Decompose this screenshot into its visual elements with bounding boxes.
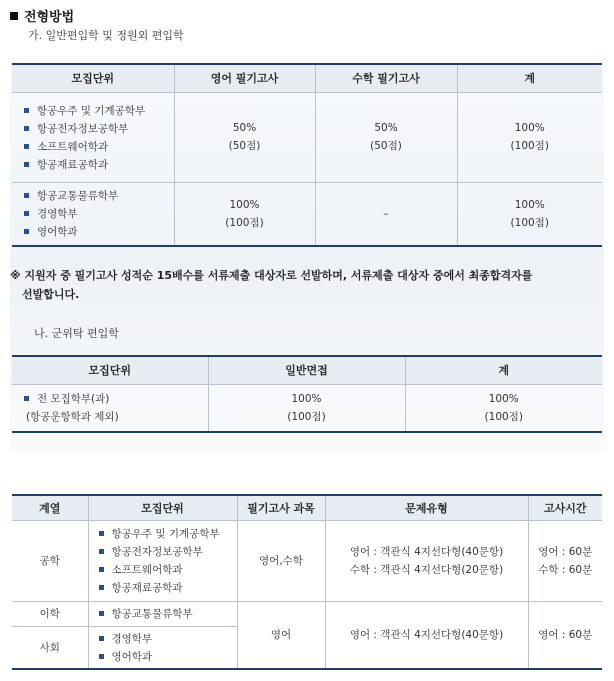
- square-bullet-icon: [10, 12, 18, 20]
- total-score: 100% (100점): [457, 92, 602, 182]
- list-item: 항공교통물류학부: [24, 187, 174, 205]
- list-item: 소프트웨어학과: [99, 561, 237, 579]
- table-row: [12, 601, 602, 626]
- header-unit: 모집단위: [88, 495, 237, 520]
- list-item: 영어학과: [99, 647, 237, 665]
- exam-time-cell: 영어 : 60분 수학 : 60분: [528, 520, 602, 601]
- unit-list: [12, 92, 174, 182]
- header-total: 계: [457, 64, 602, 92]
- table-exam-details: [12, 494, 602, 670]
- list-item: 항공재료공학과: [24, 155, 174, 173]
- header-english-exam: 영어 필기고사: [174, 64, 315, 92]
- header-question-type: 문제유형: [325, 495, 528, 520]
- field-cell: 이학: [12, 601, 88, 626]
- bullet-icon: [99, 549, 104, 554]
- header-subjects: 필기고사 과목: [237, 495, 325, 520]
- unit-list: [88, 626, 237, 669]
- list-item: 항공우주 및 기계공학부: [99, 525, 237, 543]
- header-total: 계: [405, 356, 602, 384]
- table-row: [12, 520, 602, 601]
- bullet-icon: [99, 531, 104, 536]
- bullet-icon: [24, 396, 29, 401]
- field-cell: 공학: [12, 520, 88, 601]
- list-item: 경영학부: [24, 205, 174, 223]
- unit-list: [88, 520, 237, 601]
- question-type-cell: 영어 : 객관식 4지선다형(40문항): [325, 601, 528, 669]
- unit-cell: 전 모집학부(과) (항공운항학과 제외): [12, 384, 208, 432]
- unit-list: [12, 182, 174, 246]
- list-item: 항공재료공학과: [99, 579, 237, 597]
- field-cell: 사회: [12, 626, 88, 669]
- total-score: 100% (100점): [457, 182, 602, 246]
- bullet-icon: [99, 611, 104, 616]
- unit-list: [88, 601, 237, 626]
- math-score: –: [315, 182, 457, 246]
- bullet-icon: [24, 193, 29, 198]
- part-a-heading: 가. 일반편입학 및 정원외 편입학: [28, 29, 184, 42]
- header-interview: 일반면접: [208, 356, 405, 384]
- list-item: 항공전자정보공학부: [99, 543, 237, 561]
- header-exam-time: 고사시간: [528, 495, 602, 520]
- english-score: 50% (50점): [174, 92, 315, 182]
- bullet-icon: [99, 567, 104, 572]
- header-unit: 모집단위: [12, 64, 174, 92]
- bullet-icon: [99, 636, 104, 641]
- subjects-cell: 영어: [237, 601, 325, 669]
- list-item: 경영학부: [99, 629, 237, 647]
- bullet-icon: [24, 108, 29, 113]
- list-item: 영어학과: [24, 223, 174, 241]
- list-item: 항공전자정보공학부: [24, 119, 174, 137]
- note-line: ※ 지원자 중 필기고사 성적순 15배수를 서류제출 대상자로 선발하며, 서류제출 대상자 중에서 최종합격자를: [10, 269, 533, 282]
- bullet-icon: [24, 144, 29, 149]
- list-item: 항공우주 및 기계공학부: [24, 101, 174, 119]
- selection-note: [10, 266, 604, 304]
- header-unit: 모집단위: [12, 356, 208, 384]
- subjects-cell: 영어,수학: [237, 520, 325, 601]
- table-row: [12, 384, 602, 432]
- bullet-icon: [24, 162, 29, 167]
- exam-time-cell: 영어 : 60분: [528, 601, 602, 669]
- bullet-icon: [99, 585, 104, 590]
- interview-score: 100% (100점): [208, 384, 405, 432]
- table-row: [12, 182, 602, 246]
- bullet-icon: [24, 229, 29, 234]
- english-score: 100% (100점): [174, 182, 315, 246]
- total-score: 100% (100점): [405, 384, 602, 432]
- question-type-cell: 영어 : 객관식 4지선다형(40문항) 수학 : 객관식 4지선다형(20문항): [325, 520, 528, 601]
- bullet-icon: [24, 126, 29, 131]
- section-title-text: 전형방법: [24, 10, 75, 25]
- bullet-icon: [24, 211, 29, 216]
- part-b-heading: 나. 군위탁 편입학: [34, 327, 119, 340]
- bullet-icon: [99, 654, 104, 659]
- note-line: 선발합니다.: [22, 288, 80, 301]
- header-field: 계열: [12, 495, 88, 520]
- math-score: 50% (50점): [315, 92, 457, 182]
- table-row: [12, 92, 602, 182]
- header-math-exam: 수학 필기고사: [315, 64, 457, 92]
- table-general-transfer: [12, 63, 602, 247]
- table-military-transfer: [12, 355, 602, 433]
- section-title: [10, 6, 74, 25]
- list-item: 항공교통물류학부: [99, 605, 237, 623]
- list-item: 소프트웨어학과: [24, 137, 174, 155]
